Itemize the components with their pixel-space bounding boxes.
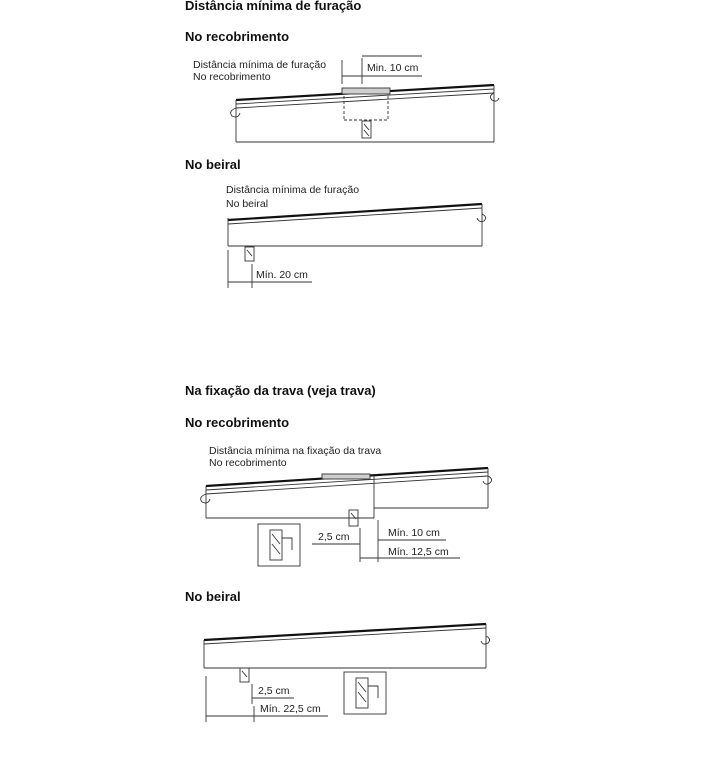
caption-overlap-line2: No recobrimento xyxy=(193,71,271,83)
dim-min-12-5: Mín. 12,5 cm xyxy=(388,546,449,558)
eave-heading-2: No beiral xyxy=(185,589,241,604)
caption-eave-line1: Distância mínima de furação xyxy=(226,184,360,196)
section1-title: Distância mínima de furação xyxy=(185,0,362,13)
overlap-heading-2: No recobrimento xyxy=(185,415,290,430)
eave-heading-1: No beiral xyxy=(185,157,241,172)
dim-2-5-overlap: 2,5 cm xyxy=(318,531,350,543)
caption-overlap-line1: Distância mínima de furação xyxy=(193,59,327,71)
dim-min-10-batten: Mín. 10 cm xyxy=(388,527,440,539)
dim-min-22-5: Mín. 22,5 cm xyxy=(260,703,321,715)
dim-min-10: Min. 10 cm xyxy=(367,62,419,74)
caption-eave-line2: No beiral xyxy=(226,198,269,210)
dim-min-20: Mín. 20 cm xyxy=(256,269,308,281)
diagram-eave-batten xyxy=(204,624,490,722)
caption-batten-overlap-line1: Distância mínima na fixação da trava xyxy=(209,445,382,457)
overlap-heading-1: No recobrimento xyxy=(185,29,290,44)
section2-title: Na fixação da trava (veja trava) xyxy=(185,383,376,398)
dim-2-5-eave: 2,5 cm xyxy=(258,685,290,697)
caption-batten-overlap-line2: No recobrimento xyxy=(209,457,287,469)
